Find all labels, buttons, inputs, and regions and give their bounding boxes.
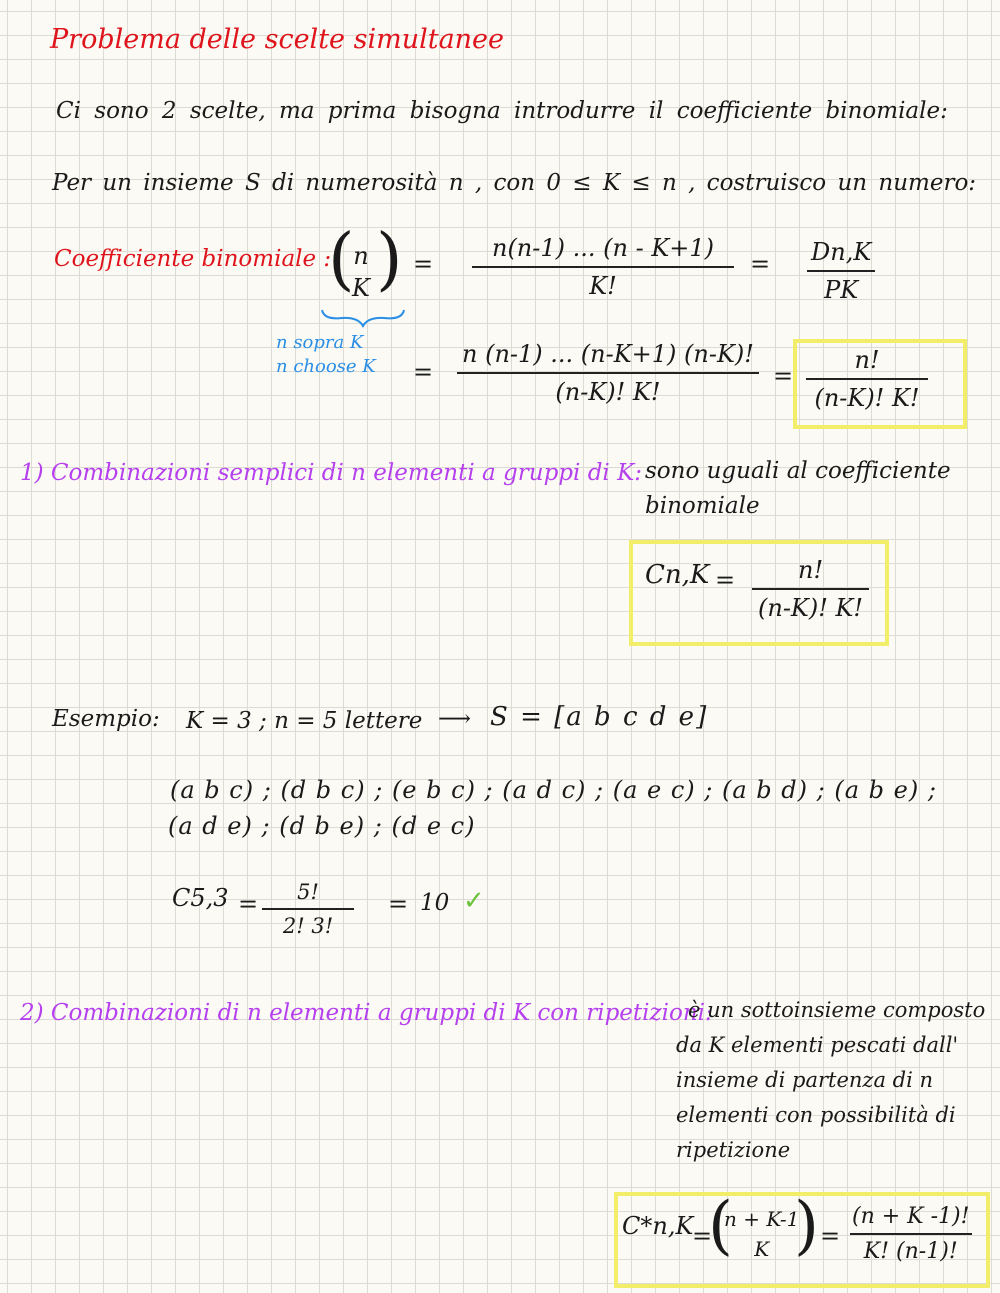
section-1-heading: 1) Combinazioni semplici di n elementi a gruppi di K: [20,460,643,486]
fraction-numerator: n(n-1) ... (n - K+1) [491,234,715,262]
equals-sign: = [820,1222,841,1250]
check-icon: ✓ [463,886,485,916]
right-paren: ) [794,1189,819,1263]
page-title: Problema delle scelte simultanee [50,24,505,55]
description-line: è un sottoinsieme composto [688,998,986,1022]
binomial-bottom: K [352,274,370,302]
equals-sign: = [773,362,794,390]
description-line: insieme di partenza di n [676,1068,934,1092]
fraction-numerator: Dn,K [811,238,872,266]
left-paren: ( [708,1189,733,1263]
fraction-denominator: K! (n-1)! [850,1233,972,1264]
fraction-denominator: (n-K)! K! [752,588,869,622]
binomial-fraction-3 [456,340,760,406]
fraction-denominator: 2! 3! [262,908,354,938]
note-sopra: n sopra K [276,332,364,353]
fraction-numerator: (n + K -1)! [852,1204,970,1229]
binomial-top: n + K-1 [724,1207,800,1231]
intro-line-2: Per un insieme S di numerosità n , con 0 ≤ K ≤ n , costruisco un numero: [52,170,977,196]
fraction-numerator: n! [854,346,880,374]
binomial-fraction-4 [806,346,928,412]
example-fraction [262,880,354,938]
example-combinations-line-2: (a d e) ; (d b e) ; (d e c) [168,812,476,840]
fraction-denominator: PK [807,270,875,304]
formula-lhs: Cn,K [645,560,710,590]
binomial-fraction-2 [805,238,877,304]
note-choose: n choose K [276,356,376,377]
binomial-stack [352,240,370,304]
fraction-denominator: K! [472,266,734,300]
example-setup: K = 3 ; n = 5 lettere [186,708,423,734]
equals-sign: = [750,250,771,278]
binomial-label: Coefficiente binomiale : [54,246,332,272]
binomial-stack [724,1204,799,1264]
equals-sign: = [413,358,434,386]
example-combinations-line-1: (a b c) ; (d b c) ; (e b c) ; (a d c) ; (a e c) ; (a b d) ; (a b e) ; [170,776,937,804]
equals-sign: = [388,890,409,918]
fraction-numerator: n (n-1) ... (n-K+1) (n-K)! [462,340,754,368]
fraction-numerator: 5! [297,880,319,904]
equals-sign: = [413,250,434,278]
description-line: elementi con possibilità di [676,1103,956,1127]
formula-lhs: C*n,K [622,1212,694,1240]
example-label: Esempio: [52,706,160,732]
section-1-description: sono uguali al coefficiente [645,458,951,484]
binomial-bottom: K [754,1237,770,1261]
binomial-top: n [353,242,369,270]
combination-fraction [752,556,869,622]
arrow-icon: ⟶ [438,706,471,732]
example-lhs: C5,3 [172,884,229,912]
fraction-denominator: (n-K)! K! [457,372,759,406]
left-paren: ( [328,220,355,299]
section-1-description-cont: binomiale [645,493,760,519]
intro-line-1: Ci sono 2 scelte, ma prima bisogna introdurre il coefficiente binomiale: [56,98,948,124]
fraction-denominator: (n-K)! K! [806,378,928,412]
equals-sign: = [238,890,259,918]
example-set: S = [a b c d e] [490,702,709,732]
section-2-heading: 2) Combinazioni di n elementi a gruppi di K con ripetizioni: [20,1000,713,1026]
fraction-numerator: n! [797,556,824,584]
binomial-fraction-1 [472,234,734,300]
repetition-fraction [846,1204,975,1264]
equals-sign: = [692,1222,713,1250]
example-result: 10 [420,890,450,916]
description-line: ripetizione [676,1138,791,1162]
equals-sign: = [715,566,736,594]
right-paren: ) [376,220,403,299]
description-line: da K elementi pescati dall' [676,1033,959,1057]
brace-icon [318,306,408,330]
